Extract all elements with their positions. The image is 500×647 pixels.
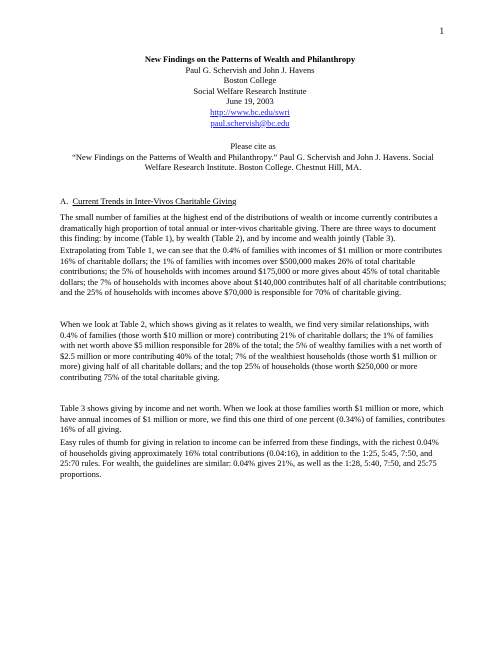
authors: Paul G. Schervish and John J. Havens xyxy=(185,64,315,75)
institute: Social Welfare Research Institute xyxy=(193,85,307,96)
section-heading-text: Current Trends in Inter-Vivos Charitable Giving xyxy=(72,196,237,206)
website-link[interactable]: http://www.bc.edu/swri xyxy=(210,106,290,117)
section-heading xyxy=(60,196,236,206)
paragraph: The small number of families at the highest end of the distributions of wealth or income currently contributes a dramatically high proportion of total annual or inter-vivos charitable giving. There are three ways to document this finding: by income (Table 1), by wealth (Table 2), and by income and wealth jointly (Table 3). xyxy=(60,212,438,244)
institution: Boston College xyxy=(223,75,277,86)
citation-text: “New Findings on the Patterns of Wealth and Philanthropy.” Paul G. Schervish and John J. Havens. Social Welfare Research Institute. Boston College. Chestnut Hill, MA. xyxy=(72,151,434,173)
paragraph: Table 3 shows giving by income and net worth. When we look at those families worth $1 million or more, which have annual incomes of $1 million or more, we find this one third of one percent (0.34%) of families, contributes 16% of all giving. xyxy=(60,403,445,435)
citation-label: Please cite as xyxy=(230,141,276,151)
email-link[interactable]: paul.schervish@bc.edu xyxy=(210,117,290,128)
paragraph: Extrapolating from Table 1, we can see that the 0.4% of families with incomes of $1 million or more contributes 16% of charitable dollars; the 1% of families with incomes over $500,000 makes 26% of total charitable contributions; the 5% of households with incomes around $175,000 or more gives about 45% of total charitable dollars; the 7% of households with incomes above about $140,000 contributes half of all charitable contributions; and the 25% of households with incomes above $70,000 is responsible for 70% of charitable giving. xyxy=(60,245,447,298)
title-block xyxy=(0,54,500,128)
paper-title: New Findings on the Patterns of Wealth and Philanthropy xyxy=(144,54,356,64)
section-marker: A. xyxy=(60,196,69,206)
citation-block xyxy=(58,141,448,173)
date: June 19, 2003 xyxy=(226,96,274,107)
paragraph: When we look at Table 2, which shows giving as it relates to wealth, we find very similar relationships, with 0.4% of families (those worth $10 million or more) contributing 21% of charitable dollars; the 1% of families with net worth above $5 million responsible for 28% of the total; the 5% of wealthy families with a net worth of $2.5 million or more contributing 40% of the total; 7% of the wealthiest households (those worth $1 million or more) giving half of all charitable dollars; and the top 25% of households (those worth $250,000 or more contributing 75% of the total charitable giving. xyxy=(60,319,442,382)
page-number: 1 xyxy=(439,26,444,36)
paragraph: Easy rules of thumb for giving in relation to income can be inferred from these findings, with the richest 0.04% of households giving approximately 16% total contributions (0.04:16), in addition to the 1:25, 5:45, 7:50, and 25:70 rules. For wealth, the guidelines are similar: 0.04% gives 21%, as well as the 1:28, 5:40, 7:50, and 25:75 proportions. xyxy=(60,437,439,479)
